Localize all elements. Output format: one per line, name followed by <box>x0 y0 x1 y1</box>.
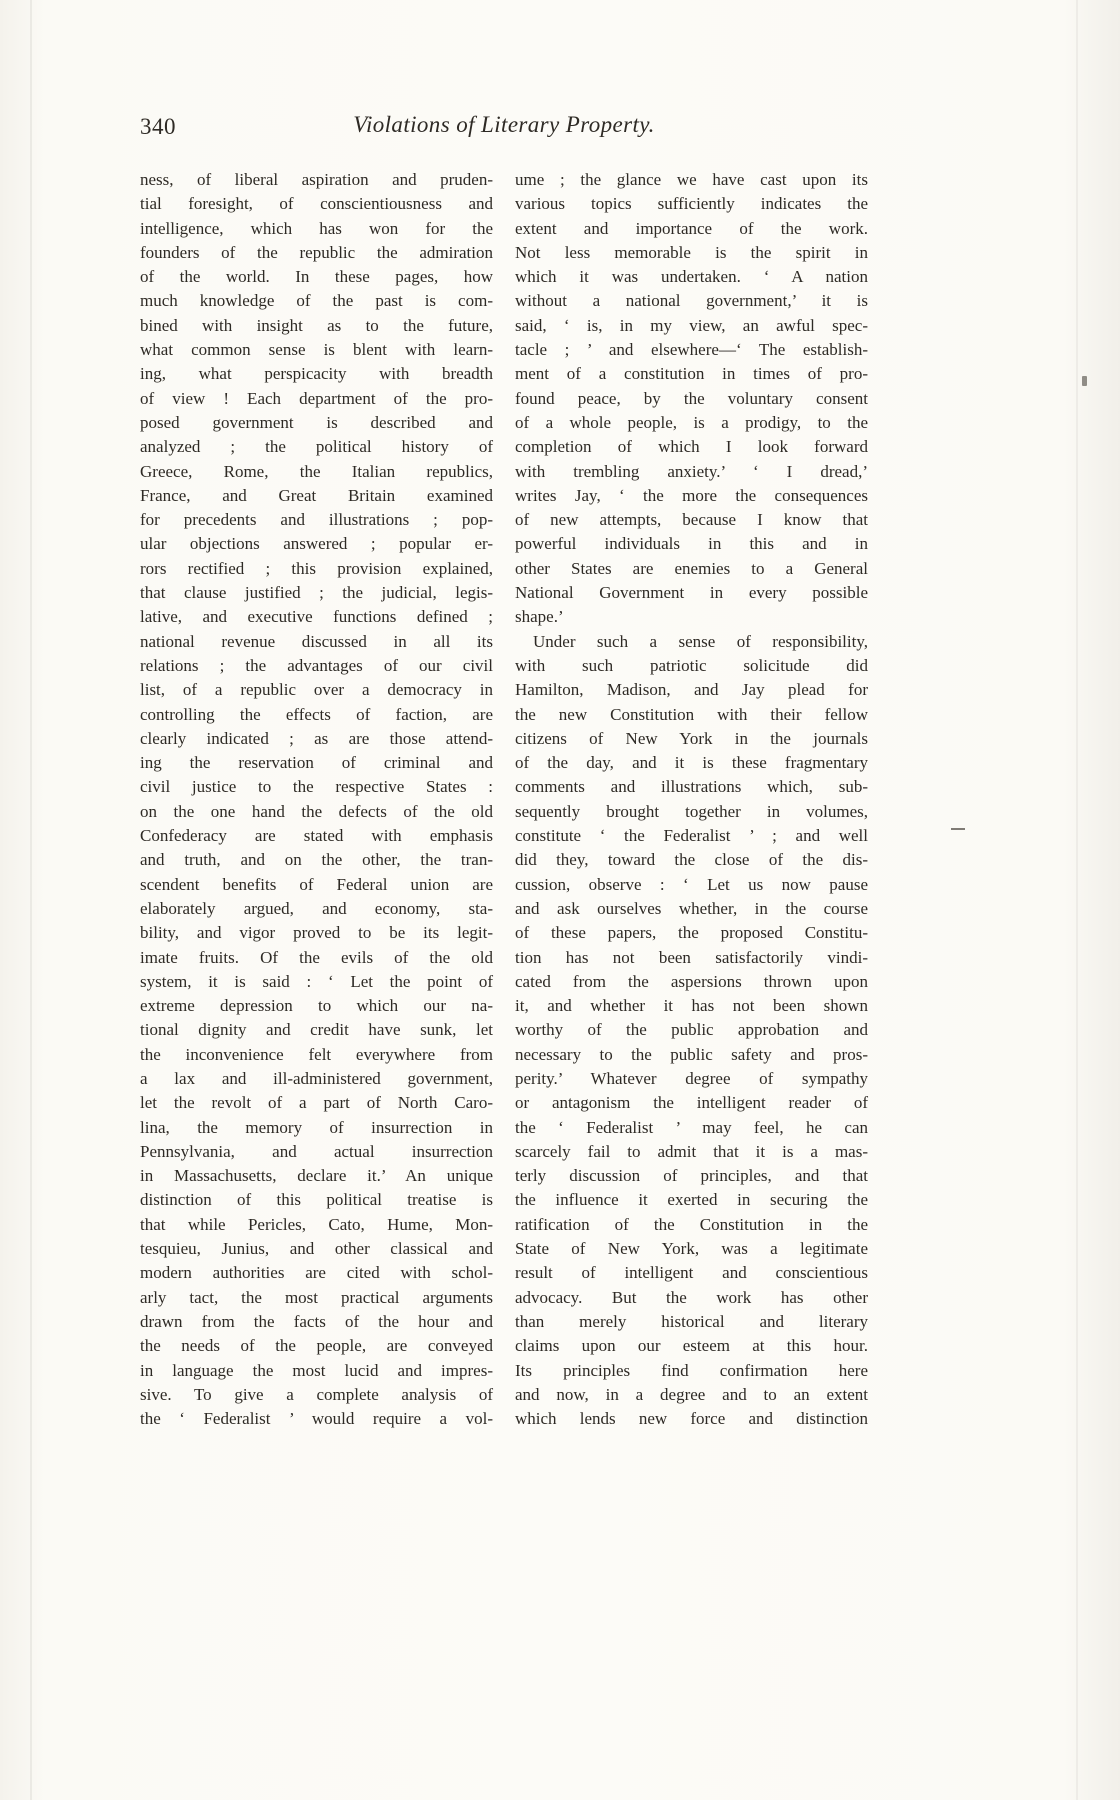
text-line: Not less memorable is the spirit in <box>515 242 868 262</box>
text-line: the new Constitution with their fellow <box>515 704 868 724</box>
text-line: France, and Great Britain examined <box>140 485 493 505</box>
text-line: citizens of New York in the journals <box>515 728 868 748</box>
text-line: ular objections answered ; popular er- <box>140 534 493 554</box>
text-line: list, of a republic over a democracy in <box>140 680 493 700</box>
text-line: result of intelligent and conscientious <box>515 1263 868 1283</box>
text-line: drawn from the facts of the hour and <box>140 1311 493 1331</box>
scan-edge-left <box>30 0 32 1800</box>
column-right <box>515 168 868 1431</box>
text-line: terly discussion of principles, and that <box>515 1166 868 1186</box>
column-left <box>140 168 493 1431</box>
paragraph <box>515 630 868 1432</box>
text-line: let the revolt of a part of North Caro- <box>140 1093 493 1113</box>
text-line: Hamilton, Madison, and Jay plead for <box>515 680 868 700</box>
text-line: ing, what perspicacity with breadth <box>140 364 493 384</box>
text-line: rors rectified ; this provision explained, <box>140 558 493 578</box>
text-line: tional dignity and credit have sunk, let <box>140 1020 493 1040</box>
text-line: in Massachusetts, declare it.’ An unique <box>140 1166 493 1186</box>
running-title: Violations of Literary Property. <box>353 112 655 137</box>
text-line: lina, the memory of insurrection in <box>140 1117 493 1137</box>
text-line: cated from the aspersions thrown upon <box>515 971 868 991</box>
text-line: tesquieu, Junius, and other classical and <box>140 1239 493 1259</box>
paragraph <box>515 168 868 630</box>
text-line: elaborately argued, and economy, sta- <box>140 898 493 918</box>
text-body <box>140 168 868 1431</box>
text-line: powerful individuals in this and in <box>515 534 868 554</box>
text-line: claims upon our esteem at this hour. <box>515 1336 868 1356</box>
text-line: the inconvenience felt everywhere from <box>140 1044 493 1064</box>
text-line: tial foresight, of conscientiousness and <box>140 194 493 214</box>
text-line: and truth, and on the other, the tran- <box>140 850 493 870</box>
text-line: that while Pericles, Cato, Hume, Mon- <box>140 1214 493 1234</box>
text-line: ness, of liberal aspiration and pruden- <box>140 170 493 189</box>
text-line: without a national government,’ it is <box>515 291 868 311</box>
text-line: controlling the effects of faction, are <box>140 704 493 724</box>
text-line: than merely historical and literary <box>515 1311 868 1331</box>
text-line: extent and importance of the work. <box>515 218 868 238</box>
text-line: writes Jay, ‘ the more the consequences <box>515 485 868 505</box>
text-line: of the world. In these pages, how <box>140 267 493 287</box>
text-line: Greece, Rome, the Italian republics, <box>140 461 493 481</box>
text-line: tacle ; ’ and elsewhere—‘ The establish- <box>515 340 868 360</box>
text-line: said, ‘ is, in my view, an awful spec- <box>515 315 868 335</box>
text-line: imate fruits. Of the evils of the old <box>140 947 493 967</box>
text-line: national revenue discussed in all its <box>140 631 493 651</box>
text-line: Pennsylvania, and actual insurrection <box>140 1141 493 1161</box>
text-line: Confederacy are stated with emphasis <box>140 826 493 846</box>
paragraph <box>140 168 493 1431</box>
text-line: of view ! Each department of the pro- <box>140 388 493 408</box>
text-line: of these papers, the proposed Constitu- <box>515 923 868 943</box>
text-line: Under such a sense of responsibility, <box>533 631 868 651</box>
text-line: much knowledge of the past is com- <box>140 291 493 311</box>
text-line: on the one hand the defects of the old <box>140 801 493 821</box>
scan-artifact-dash <box>951 828 965 830</box>
text-line: the ‘ Federalist ’ would require a vol- <box>140 1409 493 1429</box>
text-line: ratification of the Constitution in the <box>515 1214 868 1234</box>
text-line: cussion, observe : ‘ Let us now pause <box>515 874 868 894</box>
text-line: distinction of this political treatise is <box>140 1190 493 1210</box>
text-line: of the day, and it is these fragmentary <box>515 753 868 773</box>
text-line: of new attempts, because I know that <box>515 510 868 530</box>
text-line: which it was undertaken. ‘ A nation <box>515 267 868 287</box>
text-line: tion has not been satisfactorily vindi- <box>515 947 868 967</box>
text-line: what common sense is blent with learn- <box>140 340 493 360</box>
text-line: in language the most lucid and impres- <box>140 1360 493 1380</box>
text-line: clearly indicated ; as are those attend- <box>140 728 493 748</box>
text-line: shape.’ <box>515 607 564 627</box>
text-line: State of New York, was a legitimate <box>515 1239 868 1259</box>
text-line: or antagonism the intelligent reader of <box>515 1093 868 1113</box>
text-line: various topics sufficiently indicates the <box>515 194 868 214</box>
text-line: sive. To give a complete analysis of <box>140 1384 493 1404</box>
text-line: the influence it exerted in securing the <box>515 1190 868 1210</box>
text-line: scarcely fail to admit that it is a mas- <box>515 1141 868 1161</box>
text-line: and ask ourselves whether, in the course <box>515 898 868 918</box>
text-line: lative, and executive functions defined ; <box>140 607 493 627</box>
scan-edge-right <box>1076 0 1078 1800</box>
text-line: completion of which I look forward <box>515 437 868 457</box>
text-line: ing the reservation of criminal and <box>140 753 493 773</box>
text-line: civil justice to the respective States : <box>140 777 493 797</box>
text-line: necessary to the public safety and pros- <box>515 1044 868 1064</box>
text-line: system, it is said : ‘ Let the point of <box>140 971 493 991</box>
text-line: the ‘ Federalist ’ may feel, he can <box>515 1117 868 1137</box>
text-line: worthy of the public approbation and <box>515 1020 868 1040</box>
text-line: intelligence, which has won for the <box>140 218 493 238</box>
text-line: that clause justified ; the judicial, legis- <box>140 583 493 603</box>
text-line: the needs of the people, are conveyed <box>140 1336 493 1356</box>
text-line: scendent benefits of Federal union are <box>140 874 493 894</box>
text-line: of a whole people, is a prodigy, to the <box>515 412 868 432</box>
text-line: with trembling anxiety.’ ‘ I dread,’ <box>515 461 868 481</box>
text-line: ume ; the glance we have cast upon its <box>515 170 868 189</box>
text-line: analyzed ; the political history of <box>140 437 493 457</box>
text-line: bility, and vigor proved to be its legit- <box>140 923 493 943</box>
text-line: constitute ‘ the Federalist ’ ; and well <box>515 826 868 846</box>
page-number: 340 <box>140 114 176 139</box>
text-line: perity.’ Whatever degree of sympathy <box>515 1068 868 1088</box>
text-line: advocacy. But the work has other <box>515 1287 868 1307</box>
text-line: extreme depression to which our na- <box>140 996 493 1016</box>
text-line: other States are enemies to a General <box>515 558 868 578</box>
scan-artifact-tick <box>1082 376 1087 386</box>
text-line: founders of the republic the admiration <box>140 242 493 262</box>
text-line: sequently brought together in volumes, <box>515 801 868 821</box>
text-line: National Government in every possible <box>515 583 868 603</box>
text-line: a lax and ill-administered government, <box>140 1068 493 1088</box>
text-line: which lends new force and distinction <box>515 1409 868 1429</box>
text-line: relations ; the advantages of our civil <box>140 655 493 675</box>
text-line: modern authorities are cited with schol- <box>140 1263 493 1283</box>
page-header <box>140 112 868 146</box>
text-line: with such patriotic solicitude did <box>515 655 868 675</box>
text-line: found peace, by the voluntary consent <box>515 388 868 408</box>
text-line: Its principles find confirmation here <box>515 1360 868 1380</box>
text-line: bined with insight as to the future, <box>140 315 493 335</box>
text-line: comments and illustrations which, sub- <box>515 777 868 797</box>
text-line: ment of a constitution in times of pro- <box>515 364 868 384</box>
text-line: and now, in a degree and to an extent <box>515 1384 868 1404</box>
text-line: arly tact, the most practical arguments <box>140 1287 493 1307</box>
text-line: for precedents and illustrations ; pop- <box>140 510 493 530</box>
text-line: did they, toward the close of the dis- <box>515 850 868 870</box>
text-line: it, and whether it has not been shown <box>515 996 868 1016</box>
text-line: posed government is described and <box>140 412 493 432</box>
